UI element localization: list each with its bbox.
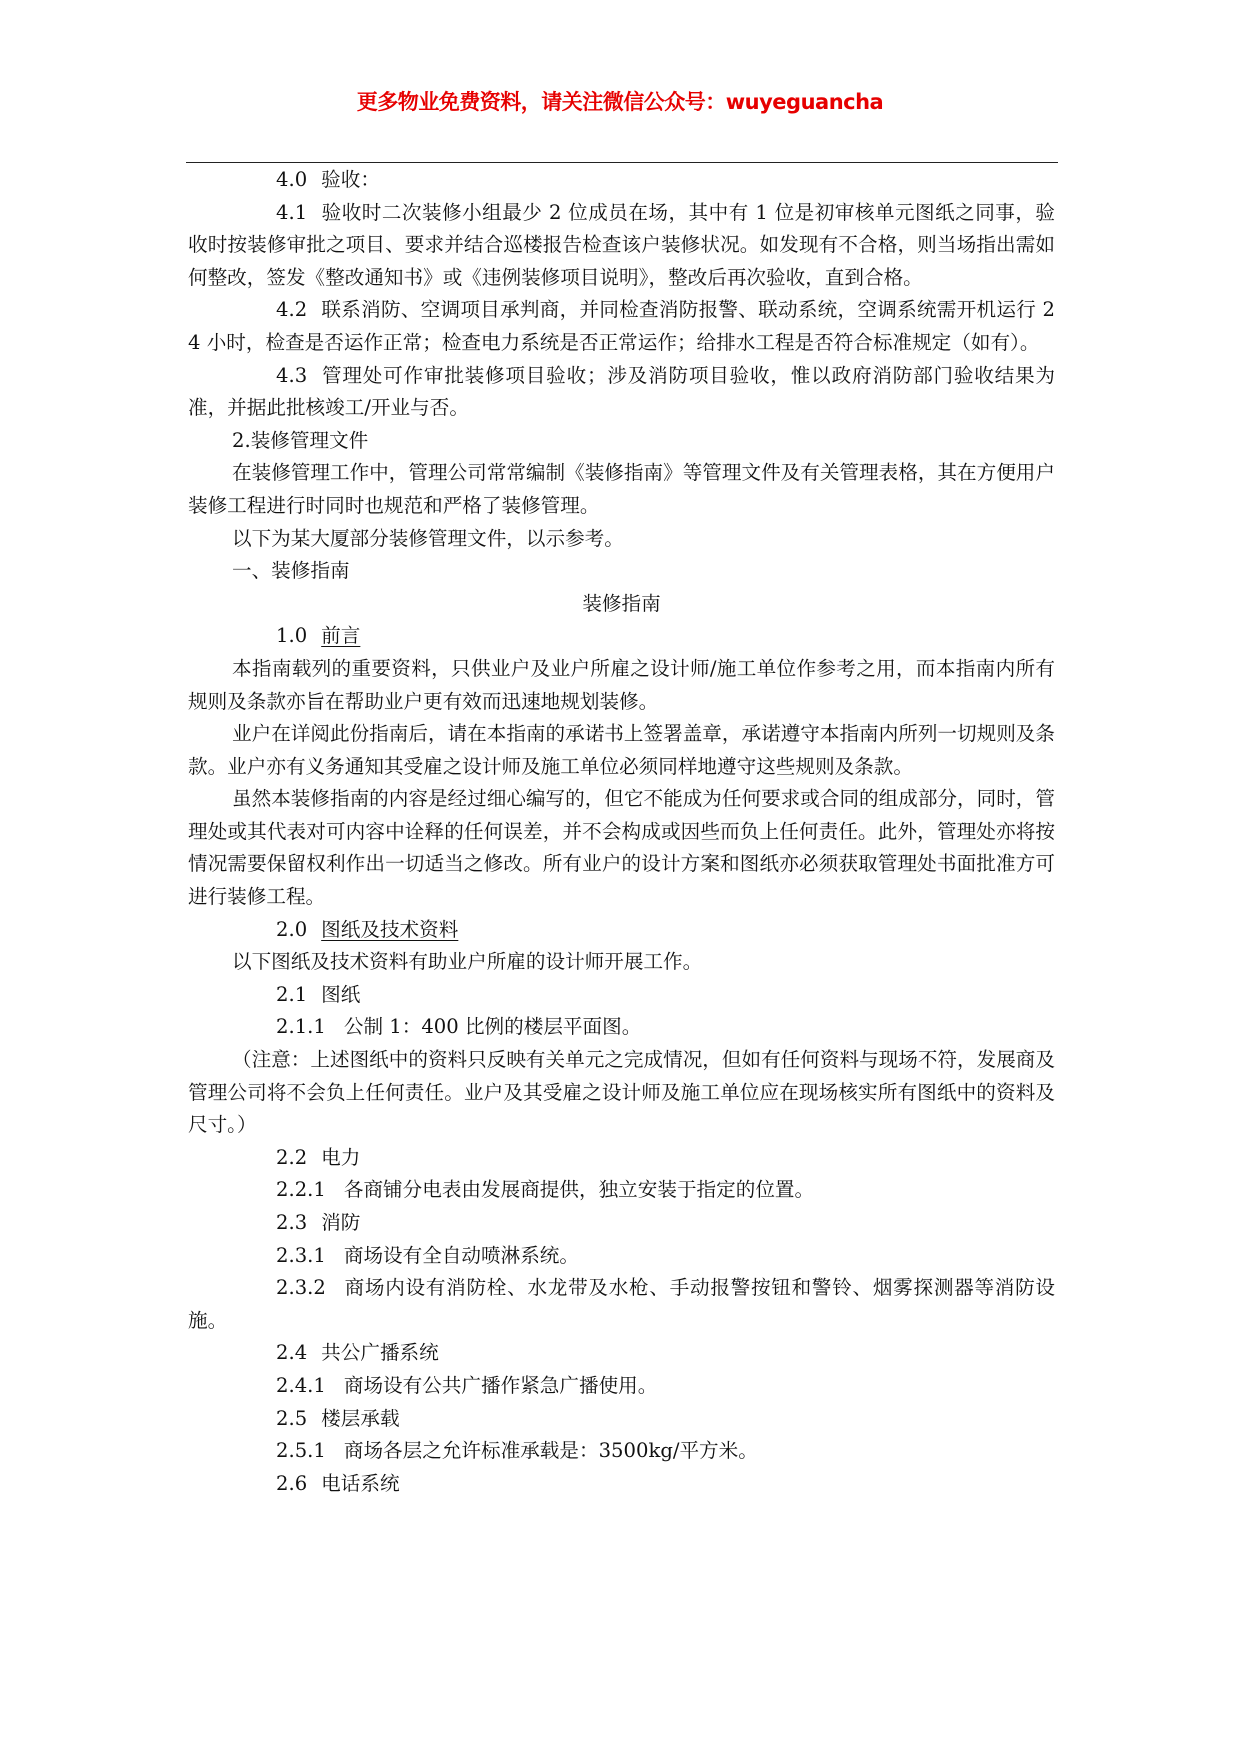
paragraph: [188, 1468, 1055, 1501]
paragraph: [188, 914, 1055, 947]
clause-number: 4.1: [276, 200, 308, 224]
clause-number: 2.4: [276, 1341, 308, 1365]
paragraph-text: 虽然本装修指南的内容是经过细心编写的，但它不能成为任何要求或合同的组成部分，同时，管理处或其代表对可内容中诠释的任何误差，并不会构成或因些而负上任何责任。此外，管理处亦将按情况需要保留权利作出一切适当之修改。所有业户的设计方案和图纸亦必须获取管理处书面批准方可进行装修工程。: [188, 787, 1055, 909]
paragraph: [188, 1240, 1055, 1273]
paragraph-text: 商场设有公共广播作紧急广播使用。: [343, 1373, 658, 1397]
paragraph: [188, 783, 1055, 913]
paragraph: [188, 653, 1055, 718]
clause-number: 2.6: [276, 1471, 308, 1495]
paragraph-text: 商场内设有消防栓、水龙带及水枪、手动报警按钮和警铃、烟雾探测器等消防设施。: [188, 1276, 1055, 1332]
paragraph-text: 业户在详阅此份指南后，请在本指南的承诺书上签署盖章，承诺遵守本指南内所列一切规则及条款。业户亦有义务通知其受雇之设计师及施工单位必须同样地遵守这些规则及条款。: [188, 722, 1055, 778]
paragraph-text: 电话系统: [321, 1471, 400, 1495]
paragraph-text: 2.装修管理文件: [232, 428, 369, 452]
paragraph-text: 各商铺分电表由发展商提供，独立安装于指定的位置。: [343, 1178, 815, 1202]
paragraph: [188, 1337, 1055, 1370]
header-divider: [186, 162, 1058, 163]
clause-number: 4.3: [276, 363, 308, 387]
paragraph-text: （注意：上述图纸中的资料只反映有关单元之完成情况，但如有任何资料与现场不符，发展商及管理公司将不会负上任何责任。业户及其受雇之设计师及施工单位应在现场核实所有图纸中的资料及尺寸。）: [188, 1048, 1055, 1137]
clause-number: 2.5.1: [276, 1439, 326, 1463]
paragraph: [188, 1174, 1055, 1207]
paragraph-text: 验收：: [321, 168, 380, 191]
section-heading: [188, 588, 1055, 621]
paragraph: [188, 1403, 1055, 1436]
clause-number: 2.3: [276, 1211, 308, 1234]
clause-number: 2.0: [276, 917, 308, 941]
paragraph: [188, 164, 1055, 197]
paragraph: [188, 523, 1055, 556]
paragraph-text: 以下图纸及技术资料有助业户所雇的设计师开展工作。: [232, 950, 703, 974]
clause-title: 图纸及技术资料: [321, 917, 459, 941]
clause-number: 2.1: [276, 982, 308, 1006]
paragraph-text: 本指南载列的重要资料，只供业户及业户所雇之设计师/施工单位作参考之用，而本指南内所有规则及条款亦旨在帮助业户更有效而迅速地规划装修。: [188, 656, 1055, 713]
clause-number: 4.0: [276, 168, 308, 191]
paragraph: [188, 360, 1055, 425]
paragraph: [188, 1272, 1055, 1337]
promo-banner-text: 更多物业免费资料，请关注微信公众号：wuyeguancha: [356, 90, 884, 114]
paragraph-text: 以下为某大厦部分装修管理文件，以示参考。: [232, 526, 624, 550]
paragraph: [188, 946, 1055, 979]
clause-number: 2.3.2: [276, 1276, 326, 1300]
paragraph-text: 装修指南: [582, 591, 661, 615]
paragraph-text: 商场各层之允许标准承载是：3500kg/平方米。: [343, 1439, 758, 1463]
paragraph-text: 共公广播系统: [321, 1341, 439, 1365]
document-body: [188, 164, 1055, 1500]
paragraph: [188, 457, 1055, 522]
clause-number: 2.5: [276, 1406, 308, 1430]
clause-number: 2.2.1: [276, 1178, 326, 1202]
paragraph: [188, 425, 1055, 458]
paragraph: [188, 979, 1055, 1012]
paragraph-text: 联系消防、空调项目承判商，并同检查消防报警、联动系统，空调系统需开机运行 24 小时，检查是否运作正常；检查电力系统是否正常运作；给排水工程是否符合标准规定（如有）。: [188, 298, 1055, 354]
paragraph: [188, 620, 1055, 653]
clause-number: 2.2: [276, 1145, 308, 1169]
paragraph-text: 一、装修指南: [232, 559, 350, 583]
paragraph: [188, 1142, 1055, 1175]
paragraph: [188, 197, 1055, 295]
paragraph: [188, 1435, 1055, 1468]
clause-number: 2.1.1: [276, 1015, 326, 1039]
paragraph-text: 电力: [321, 1145, 361, 1169]
clause-number: 4.2: [276, 298, 308, 322]
clause-number: 1.0: [276, 624, 308, 648]
paragraph-text: 验收时二次装修小组最少 2 位成员在场，其中有 1 位是初审核单元图纸之同事，验收时按装修审批之项目、要求并结合巡楼报告检查该户装修状况。如发现有不合格，则当场指出需如何整改，签发《整改通知书》或《违例装修项目说明》，整改后再次验收，直到合格。: [188, 200, 1055, 289]
paragraph-text: 消防: [321, 1211, 361, 1234]
paragraph: [188, 718, 1055, 783]
paragraph-text: 在装修管理工作中，管理公司常常编制《装修指南》等管理文件及有关管理表格，其在方便用户装修工程进行时同时也规范和严格了装修管理。: [188, 461, 1055, 517]
paragraph: [188, 1370, 1055, 1403]
paragraph-text: 图纸: [321, 982, 361, 1006]
paragraph: [188, 1044, 1055, 1142]
paragraph: [188, 294, 1055, 359]
clause-title: 前言: [321, 624, 361, 648]
paragraph-text: 管理处可作审批装修项目验收；涉及消防项目验收，惟以政府消防部门验收结果为准，并据此批核竣工/开业与否。: [188, 363, 1055, 420]
paragraph: [188, 1011, 1055, 1044]
paragraph: [188, 555, 1055, 588]
paragraph-text: 公制 1：400 比例的楼层平面图。: [343, 1015, 642, 1039]
paragraph: [188, 1207, 1055, 1240]
paragraph-text: 商场设有全自动喷淋系统。: [343, 1243, 579, 1267]
paragraph-text: 楼层承载: [321, 1406, 400, 1430]
clause-number: 2.4.1: [276, 1373, 326, 1397]
promo-banner: [0, 86, 1240, 116]
clause-number: 2.3.1: [276, 1243, 326, 1267]
